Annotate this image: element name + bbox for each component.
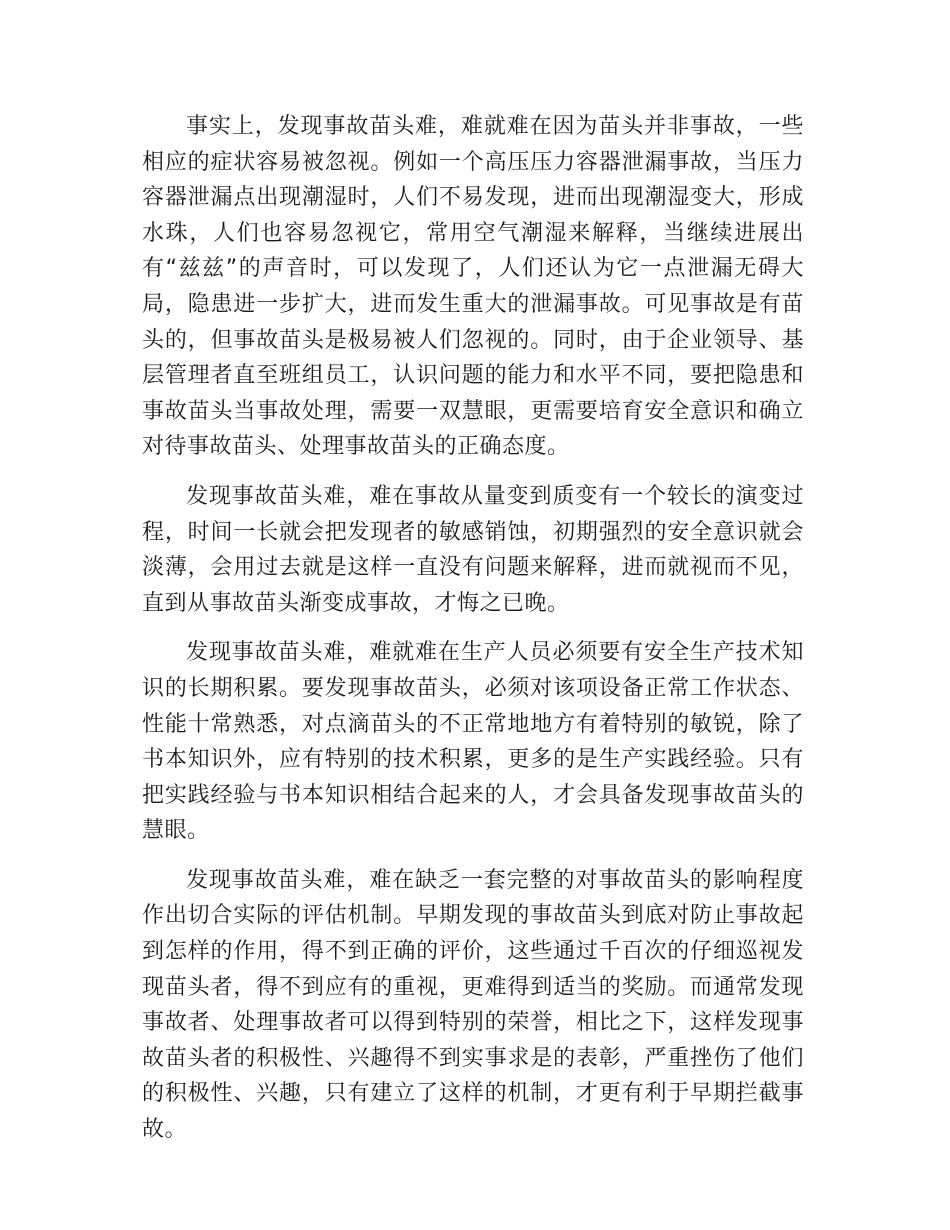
paragraph-2: 发现事故苗头难，难在事故从量变到质变有一个较长的演变过程，时间一长就会把发现者的敏感销蚀，初期强烈的安全意识就会淡薄，会用过去就是这样一直没有问题来解释，进而就视而不见，直到从事故苗头渐变成事故，才悔之已晚。 — [142, 483, 804, 616]
document-body — [142, 109, 804, 1162]
paragraph-4: 发现事故苗头难，难在缺乏一套完整的对事故苗头的影响程度作出切合实际的评估机制。早期发现的事故苗头到底对防止事故起到怎样的作用，得不到正确的评价，这些通过千百次的仔细巡视发现苗头者，得不到应有的重视，更难得到适当的奖励。而通常发现事故者、处理事故者可以得到特别的荣誉，相比之下，这样发现事故苗头者的积极性、兴趣得不到实事求是的表彰，严重挫伤了他们的积极性、兴趣，只有建立了这样的机制，才更有利于早期拦截事故。 — [142, 867, 804, 1143]
paragraph-3: 发现事故苗头难，难就难在生产人员必须要有安全生产技术知识的长期积累。要发现事故苗头，必须对该项设备正常工作状态、性能十常熟悉，对点滴苗头的不正常地地方有着特别的敏锐，除了书本知识外，应有特别的技术积累，更多的是生产实践经验。只有把实践经验与书本知识相结合起来的人，才会具备发现事故苗头的慧眼。 — [142, 640, 804, 844]
paragraph-1: 事实上，发现事故苗头难，难就难在因为苗头并非事故，一些相应的症状容易被忽视。例如一个高压压力容器泄漏事故，当压力容器泄漏点出现潮湿时，人们不易发现，进而出现潮湿变大，形成水珠，人们也容易忽视它，常用空气潮湿来解释，当继续进展出有“兹兹”的声音时，可以发现了，人们还认为它一点泄漏无碍大局，隐患进一步扩大，进而发生重大的泄漏事故。可见事故是有苗头的，但事故苗头是极易被人们忽视的。同时，由于企业领导、基层管理者直至班组员工，认识问题的能力和水平不同，要把隐患和事故苗头当事故处理，需要一双慧眼，更需要培育安全意识和确立对待事故苗头、处理事故苗头的正确态度。 — [142, 114, 804, 460]
